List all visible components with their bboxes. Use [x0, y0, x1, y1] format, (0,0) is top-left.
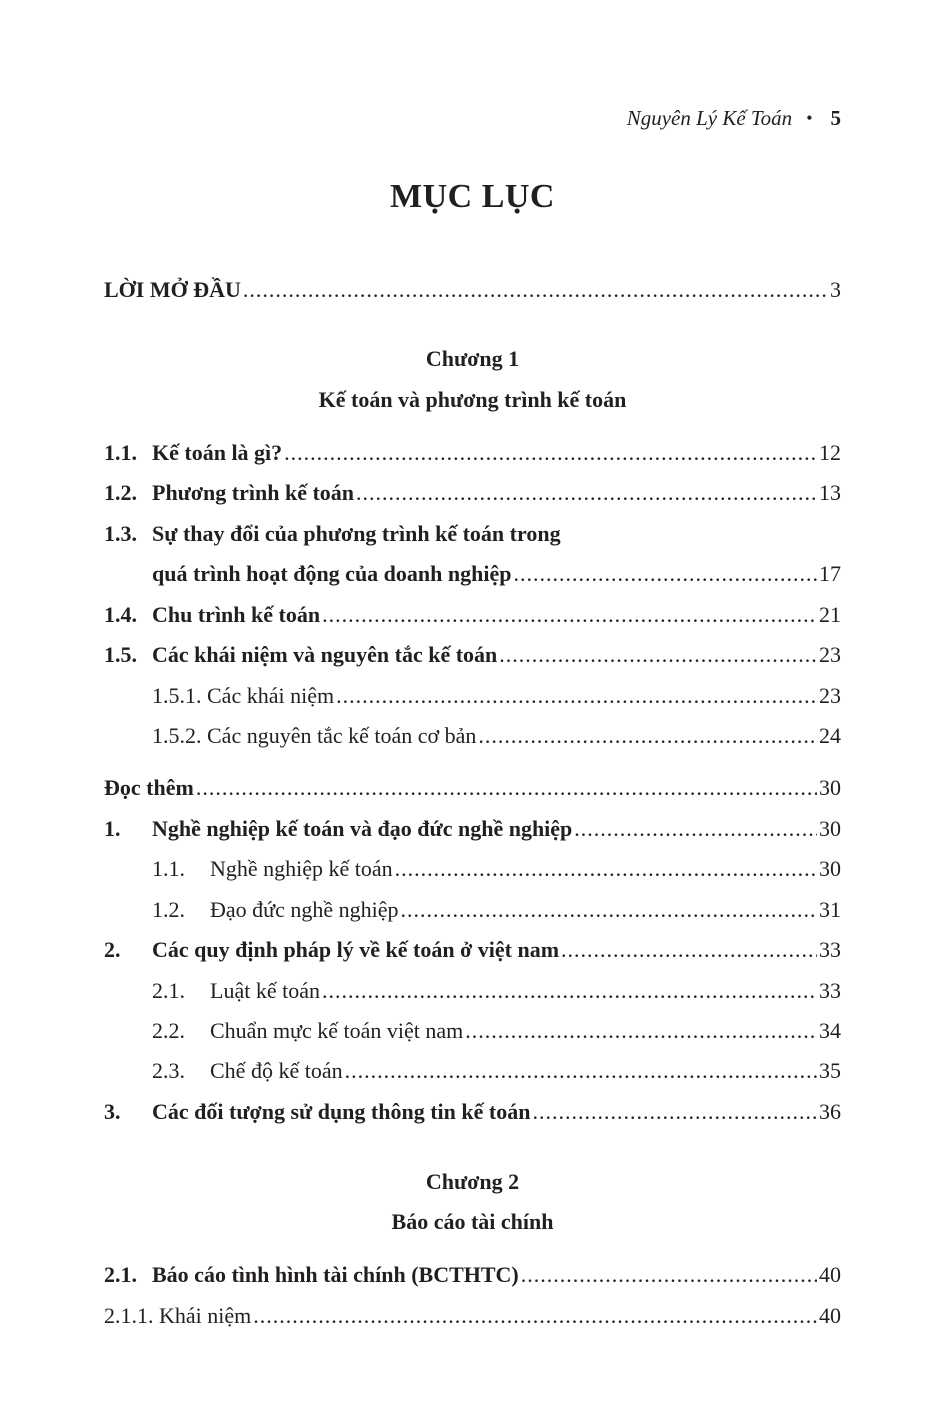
dot-leader	[243, 277, 828, 303]
toc-entry[interactable]: 1. Nghề nghiệp kế toán và đạo đức nghề nghiệp ..... 30	[104, 816, 841, 846]
toc-entry[interactable]: 1.5. Các khái niệm và nguyên tắc kế toán ..... 23	[104, 642, 841, 672]
chapter-2-title: Báo cáo tài chính	[391, 1209, 554, 1234]
running-header	[627, 106, 841, 131]
toc-entry-further-reading[interactable]: Đọc thêm ..... 30	[104, 775, 841, 805]
toc-entry[interactable]: 3. Các đối tượng sử dụng thông tin kế toán ..... 36	[104, 1099, 841, 1129]
dot-leader	[345, 1058, 817, 1084]
dot-leader	[465, 1018, 817, 1044]
dot-leader	[322, 602, 817, 628]
dot-leader	[196, 775, 817, 801]
toc-entry[interactable]: 1.1. Kế toán là gì? ..... 12	[104, 440, 841, 470]
dot-leader	[499, 642, 817, 668]
dot-leader	[513, 561, 817, 587]
dot-leader	[284, 440, 817, 466]
chapter-1-number: Chương 1	[425, 346, 520, 371]
toc-subentry[interactable]: 1.5.2. Các nguyên tắc kế toán cơ bản ..... 24	[104, 723, 841, 753]
toc-subentry[interactable]: 1.1. Nghề nghiệp kế toán ..... 30	[104, 856, 841, 886]
dot-leader	[336, 683, 817, 709]
dot-leader	[400, 897, 817, 923]
toc-subentry[interactable]: 1.2. Đạo đức nghề nghiệp ..... 31	[104, 897, 841, 927]
toc-subentry[interactable]: 2.2. Chuẩn mực kế toán việt nam ..... 34	[104, 1018, 841, 1048]
chapter-1-title: Kế toán và phương trình kế toán	[318, 387, 627, 412]
toc-entry[interactable]: 2. Các quy định pháp lý về kế toán ở việt nam ..... 33	[104, 937, 841, 967]
page-number: 5	[830, 106, 841, 130]
toc-entry[interactable]: 2.1. Báo cáo tình hình tài chính (BCTHTC) ..... 40	[104, 1262, 841, 1292]
dot-leader	[574, 816, 817, 842]
dot-leader	[253, 1303, 817, 1329]
toc-entry-continuation[interactable]: quá trình hoạt động của doanh nghiệp ..... 17	[104, 561, 841, 591]
dot-leader	[356, 480, 817, 506]
dot-leader	[322, 978, 817, 1004]
toc-entry-preface[interactable]: LỜI MỞ ĐẦU ..... 3	[104, 277, 841, 307]
toc-subentry[interactable]: 2.1. Luật kế toán ..... 33	[104, 978, 841, 1008]
book-title: Nguyên Lý Kế Toán	[626, 106, 793, 130]
toc-entry[interactable]: 1.4. Chu trình kế toán ..... 21	[104, 602, 841, 632]
toc-entry[interactable]: 1.3. Sự thay đổi của phương trình kế toán trong	[104, 521, 561, 546]
toc-entry[interactable]: 1.2. Phương trình kế toán ..... 13	[104, 480, 841, 510]
bullet-separator: •	[806, 108, 813, 128]
dot-leader	[532, 1099, 817, 1125]
dot-leader	[521, 1262, 817, 1288]
dot-leader	[395, 856, 817, 882]
toc-subentry[interactable]: 2.1.1. Khái niệm ..... 40	[104, 1303, 841, 1333]
dot-leader	[478, 723, 817, 749]
toc-subentry[interactable]: 2.3. Chế độ kế toán ..... 35	[104, 1058, 841, 1088]
dot-leader	[561, 937, 817, 963]
toc-subentry[interactable]: 1.5.1. Các khái niệm ..... 23	[104, 683, 841, 713]
page-title: MỤC LỤC	[390, 178, 555, 215]
chapter-2-number: Chương 2	[425, 1169, 520, 1194]
